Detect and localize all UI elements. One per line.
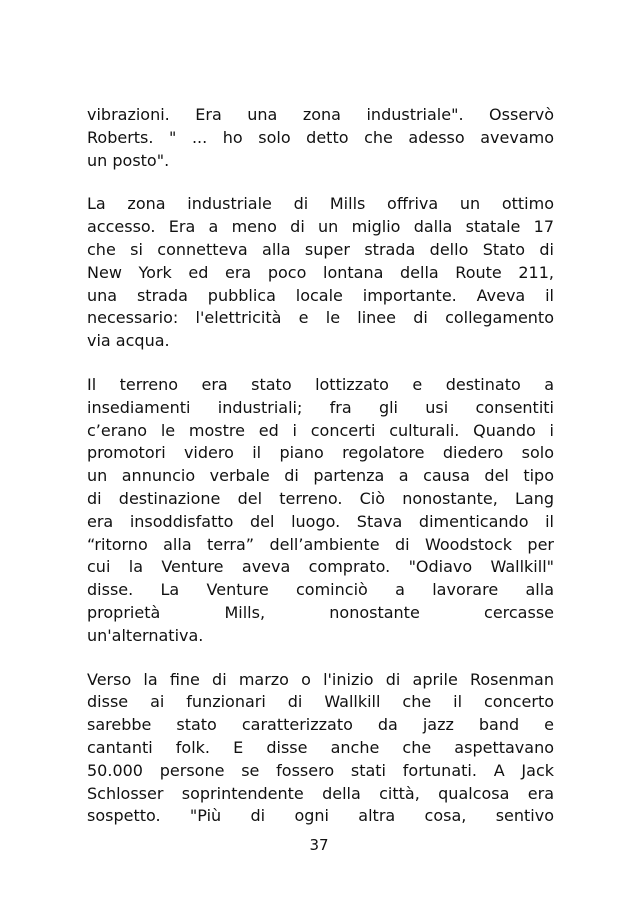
text-line: Schlosser soprintendente della città, qualcosa era — [87, 783, 554, 803]
paragraph-4 — [87, 669, 554, 829]
text-line: un'alternativa. — [87, 625, 204, 645]
text-line: cantanti folk. E disse anche che aspettavano — [87, 737, 554, 757]
text-line: “ritorno alla terra” dell’ambiente di Woodstock per — [87, 534, 554, 554]
text-line: un posto". — [87, 150, 170, 170]
paragraph-1 — [87, 104, 554, 172]
text-line: necessario: l'elettricità e le linee di collegamento — [87, 308, 554, 328]
text-line: sarebbe stato caratterizzato da jazz band e — [87, 715, 554, 735]
text-line: via acqua. — [87, 331, 170, 351]
text-line: New York ed era poco lontana della Route 211, — [87, 262, 554, 282]
text-line: insediamenti industriali; fra gli usi consentiti — [87, 397, 554, 417]
text-line: La zona industriale di Mills offriva un ottimo — [87, 194, 554, 214]
text-line: una strada pubblica locale importante. Aveva il — [87, 285, 554, 305]
text-line: sospetto. "Più di ogni altra cosa, sentivo — [87, 806, 554, 826]
text-line: Verso la fine di marzo o l'inizio di aprile Rosenman — [87, 669, 554, 689]
page-number: 37 — [309, 836, 329, 854]
text-line: un annuncio verbale di partenza a causa del tipo — [87, 466, 554, 486]
text-line: proprietà Mills, nonostante cercasse — [87, 602, 554, 622]
page-body — [87, 104, 554, 849]
text-line: c’erano le mostre ed i concerti culturali. Quando i — [87, 420, 554, 440]
text-line: cui la Venture aveva comprato. "Odiavo Wallkill" — [87, 557, 554, 577]
text-line: disse ai funzionari di Wallkill che il concerto — [87, 692, 554, 712]
text-line: di destinazione del terreno. Ciò nonostante, Lang — [87, 488, 554, 508]
text-line: Roberts. " ... ho solo detto che adesso avevamo — [87, 127, 554, 147]
paragraph-3 — [87, 374, 554, 648]
text-line: era insoddisfatto del luogo. Stava dimenticando il — [87, 511, 554, 531]
paragraph-2 — [87, 193, 554, 353]
text-line: promotori videro il piano regolatore diedero solo — [87, 443, 554, 463]
text-line: Il terreno era stato lottizzato e destinato a — [87, 374, 554, 394]
text-line: che si connetteva alla super strada dello Stato di — [87, 239, 554, 259]
text-line: disse. La Venture cominciò a lavorare alla — [87, 580, 554, 600]
text-line: accesso. Era a meno di un miglio dalla statale 17 — [87, 217, 554, 237]
text-line: 50.000 persone se fossero stati fortunati. A Jack — [87, 760, 554, 780]
text-line: vibrazioni. Era una zona industriale". Osservò — [87, 105, 554, 124]
